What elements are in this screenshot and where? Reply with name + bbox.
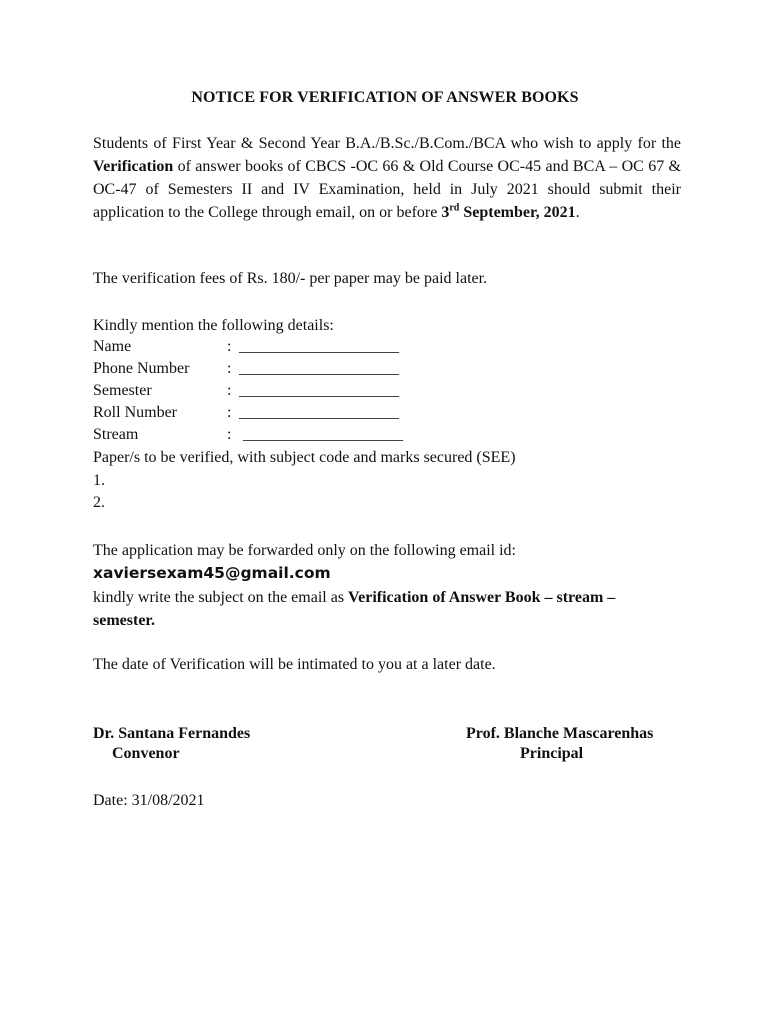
- stream-blank-line: ____________________: [239, 426, 403, 443]
- notice-date: Date: 31/08/2021: [93, 792, 205, 809]
- field-colon: :: [227, 338, 232, 355]
- field-colon: :: [227, 404, 232, 421]
- intimation-paragraph: The date of Verification will be intimated to you at a later date.: [93, 656, 496, 673]
- contact-email: xaviersexam45@gmail.com: [93, 564, 331, 582]
- intro-deadline: [441, 204, 575, 221]
- forward-paragraph: The application may be forwarded only on the following email id:: [93, 542, 516, 559]
- field-colon: :: [227, 382, 232, 399]
- notice-title: NOTICE FOR VERIFICATION OF ANSWER BOOKS: [191, 89, 579, 106]
- intro-end: .: [575, 204, 580, 221]
- field-label: Roll Number: [93, 404, 177, 421]
- phone-blank-line: ____________________: [239, 360, 399, 377]
- field-label: Name: [93, 338, 132, 355]
- subject-text: kindly write the subject on the email as: [93, 589, 349, 606]
- fees-paragraph: The verification fees of Rs. 180/- per paper may be paid later.: [93, 270, 488, 287]
- details-heading: Kindly mention the following details:: [93, 317, 334, 334]
- principal-role: Principal: [520, 745, 584, 762]
- subject-format-bold: Verification of Answer Book – stream – semester.: [93, 589, 616, 629]
- deadline-day: 3: [441, 204, 450, 221]
- principal-name: Prof. Blanche Mascarenhas: [466, 725, 654, 742]
- papers-item-1: 1.: [93, 472, 105, 489]
- deadline-ordinal: rd: [449, 202, 460, 214]
- subject-paragraph: [93, 586, 681, 632]
- papers-heading: Paper/s to be verified, with subject code and marks secured (SEE): [93, 449, 516, 466]
- field-label: Stream: [93, 426, 139, 443]
- field-label: Semester: [93, 382, 152, 399]
- deadline-month-year: September, 2021: [459, 204, 576, 221]
- name-blank-line: ____________________: [239, 338, 399, 355]
- convenor-name: Dr. Santana Fernandes: [93, 725, 251, 742]
- field-colon: :: [227, 426, 232, 443]
- field-label: Phone Number: [93, 360, 190, 377]
- intro-verification-bold: Verification: [93, 158, 174, 175]
- roll-number-blank-line: ____________________: [239, 404, 399, 421]
- semester-blank-line: ____________________: [239, 382, 399, 399]
- intro-text-1: Students of First Year & Second Year B.A./B.Sc./B.Com./BCA who wish to apply for the: [93, 135, 681, 152]
- intro-paragraph: [93, 132, 681, 224]
- intro-text-2: of answer books of CBCS -OC 66 & Old Course OC-45 and BCA – OC 67 & OC-47 of Semesters II and IV Examination, held in July 2021 should submit their application to the College through email, on or before: [93, 158, 681, 221]
- field-colon: :: [227, 360, 232, 377]
- convenor-role: Convenor: [112, 745, 180, 762]
- papers-item-2: 2.: [93, 494, 105, 511]
